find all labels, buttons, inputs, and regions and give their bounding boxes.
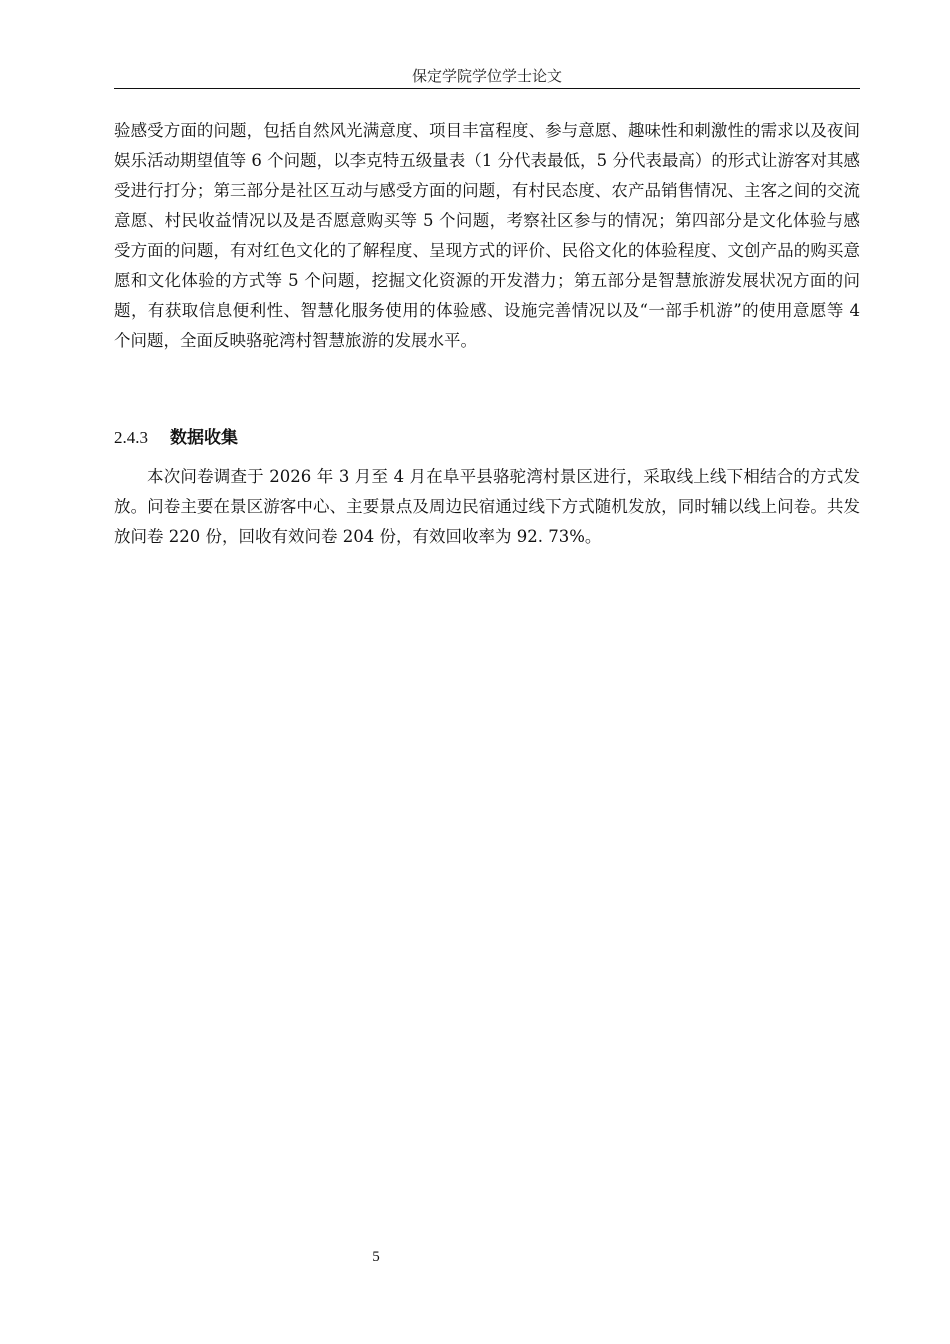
section-title: 数据收集	[170, 428, 238, 448]
section-number: 2.4.3	[114, 428, 148, 447]
page-number: 5	[372, 1249, 380, 1265]
section-heading	[114, 424, 860, 452]
running-header: 保定学院学位学士论文	[411, 67, 562, 85]
body-paragraph-data-collection: 本次问卷调查于 2026 年 3 月至 4 月在阜平县骆驼湾村景区进行，采取线上线下相结合的方式发放。问卷主要在景区游客中心、主要景点及周边民宿通过线下方式随机发放，同时辅以线上问卷。共发放问卷 220 份，回收有效问卷 204 份，有效回收率为 92. 73%。	[114, 467, 860, 546]
body-paragraph-survey-structure: 验感受方面的问题，包括自然风光满意度、项目丰富程度、参与意愿、趣味性和刺激性的需求以及夜间娱乐活动期望值等 6 个问题，以李克特五级量表（1 分代表最低，5 分代表最高）的形式让游客对其感受进行打分；第三部分是社区互动与感受方面的问题，有村民态度、农产品销售情况、主客之间的交流意愿、村民收益情况以及是否愿意购买等 5 个问题，考察社区参与的情况；第四部分是文化体验与感受方面的问题，有对红色文化的了解程度、呈现方式的评价、民俗文化的体验程度、文创产品的购买意愿和文化体验的方式等 5 个问题，挖掘文化资源的开发潜力；第五部分是智慧旅游发展状况方面的问题，有获取信息便利性、智慧化服务使用的体验感、设施完善情况以及“一部手机游”的使用意愿等 4 个问题，全面反映骆驼湾村智慧旅游的发展水平。	[114, 121, 860, 350]
header-rule	[114, 88, 860, 89]
